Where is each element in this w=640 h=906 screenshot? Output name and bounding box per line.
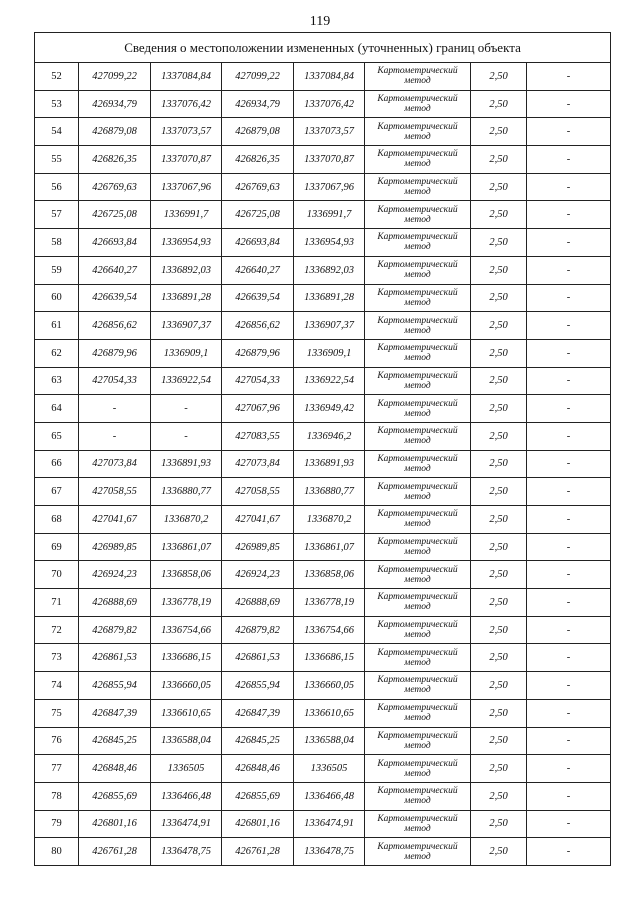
point-number-cell: 74 bbox=[35, 672, 79, 700]
point-number-cell: 70 bbox=[35, 561, 79, 589]
accuracy-cell: 2,50 bbox=[471, 229, 527, 257]
method-cell: Картометрический метод bbox=[365, 533, 471, 561]
existing-y-cell: - bbox=[151, 422, 222, 450]
refined-y-cell: 1336907,37 bbox=[294, 312, 365, 340]
existing-x-cell: 427099,22 bbox=[79, 63, 151, 91]
point-number-cell: 73 bbox=[35, 644, 79, 672]
method-cell: Картометрический метод bbox=[365, 727, 471, 755]
existing-y-cell: 1336505 bbox=[151, 755, 222, 783]
refined-y-cell: 1336474,91 bbox=[294, 810, 365, 838]
existing-x-cell: 426879,96 bbox=[79, 339, 151, 367]
existing-x-cell: 426845,25 bbox=[79, 727, 151, 755]
note-cell: - bbox=[527, 450, 611, 478]
point-number-cell: 66 bbox=[35, 450, 79, 478]
refined-y-cell: 1336891,28 bbox=[294, 284, 365, 312]
existing-x-cell: 426989,85 bbox=[79, 533, 151, 561]
table-row bbox=[35, 118, 611, 146]
method-cell: Картометрический метод bbox=[365, 367, 471, 395]
note-cell: - bbox=[527, 838, 611, 866]
refined-x-cell: 427041,67 bbox=[222, 506, 294, 534]
refined-x-cell: 426934,79 bbox=[222, 90, 294, 118]
method-cell: Картометрический метод bbox=[365, 229, 471, 257]
point-number-cell: 76 bbox=[35, 727, 79, 755]
accuracy-cell: 2,50 bbox=[471, 533, 527, 561]
refined-y-cell: 1336778,19 bbox=[294, 589, 365, 617]
existing-y-cell: 1337084,84 bbox=[151, 63, 222, 91]
table-row bbox=[35, 173, 611, 201]
accuracy-cell: 2,50 bbox=[471, 395, 527, 423]
refined-y-cell: 1337070,87 bbox=[294, 146, 365, 174]
existing-y-cell: 1336892,03 bbox=[151, 256, 222, 284]
accuracy-cell: 2,50 bbox=[471, 644, 527, 672]
table-row bbox=[35, 312, 611, 340]
point-number-cell: 63 bbox=[35, 367, 79, 395]
accuracy-cell: 2,50 bbox=[471, 201, 527, 229]
existing-x-cell: 426801,16 bbox=[79, 810, 151, 838]
accuracy-cell: 2,50 bbox=[471, 284, 527, 312]
refined-y-cell: 1336660,05 bbox=[294, 672, 365, 700]
existing-y-cell: 1336474,91 bbox=[151, 810, 222, 838]
existing-x-cell: 426879,82 bbox=[79, 616, 151, 644]
method-cell: Картометрический метод bbox=[365, 201, 471, 229]
method-cell: Картометрический метод bbox=[365, 118, 471, 146]
table-row bbox=[35, 339, 611, 367]
existing-x-cell: 426848,46 bbox=[79, 755, 151, 783]
method-cell: Картометрический метод bbox=[365, 339, 471, 367]
point-number-cell: 80 bbox=[35, 838, 79, 866]
existing-y-cell: 1336858,06 bbox=[151, 561, 222, 589]
boundary-points-table bbox=[34, 32, 611, 866]
method-cell: Картометрический метод bbox=[365, 699, 471, 727]
existing-x-cell: - bbox=[79, 395, 151, 423]
refined-y-cell: 1336588,04 bbox=[294, 727, 365, 755]
accuracy-cell: 2,50 bbox=[471, 672, 527, 700]
method-cell: Картометрический метод bbox=[365, 173, 471, 201]
point-number-cell: 65 bbox=[35, 422, 79, 450]
existing-y-cell: 1336610,65 bbox=[151, 699, 222, 727]
table-title-row bbox=[35, 33, 611, 63]
note-cell: - bbox=[527, 589, 611, 617]
note-cell: - bbox=[527, 201, 611, 229]
method-cell: Картометрический метод bbox=[365, 395, 471, 423]
refined-y-cell: 1336922,54 bbox=[294, 367, 365, 395]
refined-x-cell: 427058,55 bbox=[222, 478, 294, 506]
method-cell: Картометрический метод bbox=[365, 478, 471, 506]
refined-y-cell: 1336909,1 bbox=[294, 339, 365, 367]
note-cell: - bbox=[527, 755, 611, 783]
point-number-cell: 68 bbox=[35, 506, 79, 534]
point-number-cell: 75 bbox=[35, 699, 79, 727]
table-row bbox=[35, 367, 611, 395]
note-cell: - bbox=[527, 367, 611, 395]
refined-x-cell: 427054,33 bbox=[222, 367, 294, 395]
table-row bbox=[35, 810, 611, 838]
existing-x-cell: 426888,69 bbox=[79, 589, 151, 617]
accuracy-cell: 2,50 bbox=[471, 561, 527, 589]
existing-y-cell: 1336686,15 bbox=[151, 644, 222, 672]
refined-y-cell: 1337073,57 bbox=[294, 118, 365, 146]
existing-x-cell: 427073,84 bbox=[79, 450, 151, 478]
existing-y-cell: 1336954,93 bbox=[151, 229, 222, 257]
note-cell: - bbox=[527, 644, 611, 672]
accuracy-cell: 2,50 bbox=[471, 146, 527, 174]
existing-y-cell: 1336891,28 bbox=[151, 284, 222, 312]
point-number-cell: 55 bbox=[35, 146, 79, 174]
note-cell: - bbox=[527, 561, 611, 589]
refined-x-cell: 427099,22 bbox=[222, 63, 294, 91]
method-cell: Картометрический метод bbox=[365, 450, 471, 478]
accuracy-cell: 2,50 bbox=[471, 589, 527, 617]
note-cell: - bbox=[527, 422, 611, 450]
note-cell: - bbox=[527, 229, 611, 257]
refined-x-cell: 426847,39 bbox=[222, 699, 294, 727]
existing-x-cell: 426826,35 bbox=[79, 146, 151, 174]
method-cell: Картометрический метод bbox=[365, 616, 471, 644]
table-row bbox=[35, 284, 611, 312]
table-row bbox=[35, 699, 611, 727]
existing-y-cell: 1336478,75 bbox=[151, 838, 222, 866]
refined-y-cell: 1336880,77 bbox=[294, 478, 365, 506]
point-number-cell: 64 bbox=[35, 395, 79, 423]
existing-y-cell: 1336754,66 bbox=[151, 616, 222, 644]
accuracy-cell: 2,50 bbox=[471, 173, 527, 201]
accuracy-cell: 2,50 bbox=[471, 782, 527, 810]
method-cell: Картометрический метод bbox=[365, 644, 471, 672]
refined-x-cell: 426640,27 bbox=[222, 256, 294, 284]
method-cell: Картометрический метод bbox=[365, 284, 471, 312]
existing-x-cell: 427058,55 bbox=[79, 478, 151, 506]
note-cell: - bbox=[527, 118, 611, 146]
table-row bbox=[35, 450, 611, 478]
point-number-cell: 59 bbox=[35, 256, 79, 284]
existing-x-cell: 426856,62 bbox=[79, 312, 151, 340]
note-cell: - bbox=[527, 256, 611, 284]
method-cell: Картометрический метод bbox=[365, 422, 471, 450]
method-cell: Картометрический метод bbox=[365, 90, 471, 118]
refined-x-cell: 427067,96 bbox=[222, 395, 294, 423]
method-cell: Картометрический метод bbox=[365, 63, 471, 91]
method-cell: Картометрический метод bbox=[365, 589, 471, 617]
point-number-cell: 60 bbox=[35, 284, 79, 312]
method-cell: Картометрический метод bbox=[365, 838, 471, 866]
accuracy-cell: 2,50 bbox=[471, 312, 527, 340]
refined-x-cell: 426801,16 bbox=[222, 810, 294, 838]
note-cell: - bbox=[527, 173, 611, 201]
existing-x-cell: 426855,69 bbox=[79, 782, 151, 810]
table-row bbox=[35, 422, 611, 450]
refined-y-cell: 1336946,2 bbox=[294, 422, 365, 450]
existing-x-cell: 426761,28 bbox=[79, 838, 151, 866]
existing-y-cell: 1336861,07 bbox=[151, 533, 222, 561]
table-row bbox=[35, 561, 611, 589]
accuracy-cell: 2,50 bbox=[471, 838, 527, 866]
table-row bbox=[35, 146, 611, 174]
table-row bbox=[35, 644, 611, 672]
note-cell: - bbox=[527, 616, 611, 644]
existing-y-cell: 1336922,54 bbox=[151, 367, 222, 395]
table-row bbox=[35, 201, 611, 229]
existing-x-cell: 426934,79 bbox=[79, 90, 151, 118]
existing-y-cell: 1337073,57 bbox=[151, 118, 222, 146]
existing-y-cell: 1336870,2 bbox=[151, 506, 222, 534]
refined-y-cell: 1336686,15 bbox=[294, 644, 365, 672]
existing-y-cell: 1336880,77 bbox=[151, 478, 222, 506]
existing-y-cell: 1337070,87 bbox=[151, 146, 222, 174]
existing-x-cell: 426769,63 bbox=[79, 173, 151, 201]
refined-y-cell: 1337067,96 bbox=[294, 173, 365, 201]
point-number-cell: 78 bbox=[35, 782, 79, 810]
table-row bbox=[35, 395, 611, 423]
table-row bbox=[35, 533, 611, 561]
refined-x-cell: 426826,35 bbox=[222, 146, 294, 174]
existing-x-cell: 426924,23 bbox=[79, 561, 151, 589]
existing-x-cell: - bbox=[79, 422, 151, 450]
point-number-cell: 54 bbox=[35, 118, 79, 146]
accuracy-cell: 2,50 bbox=[471, 90, 527, 118]
accuracy-cell: 2,50 bbox=[471, 118, 527, 146]
accuracy-cell: 2,50 bbox=[471, 616, 527, 644]
refined-y-cell: 1336478,75 bbox=[294, 838, 365, 866]
point-number-cell: 71 bbox=[35, 589, 79, 617]
refined-x-cell: 426924,23 bbox=[222, 561, 294, 589]
method-cell: Картометрический метод bbox=[365, 256, 471, 284]
method-cell: Картометрический метод bbox=[365, 146, 471, 174]
method-cell: Картометрический метод bbox=[365, 312, 471, 340]
refined-y-cell: 1336858,06 bbox=[294, 561, 365, 589]
existing-y-cell: 1336588,04 bbox=[151, 727, 222, 755]
refined-x-cell: 426845,25 bbox=[222, 727, 294, 755]
refined-x-cell: 426856,62 bbox=[222, 312, 294, 340]
method-cell: Картометрический метод bbox=[365, 755, 471, 783]
note-cell: - bbox=[527, 146, 611, 174]
refined-x-cell: 426769,63 bbox=[222, 173, 294, 201]
refined-y-cell: 1336861,07 bbox=[294, 533, 365, 561]
table-row bbox=[35, 727, 611, 755]
table-row bbox=[35, 229, 611, 257]
method-cell: Картометрический метод bbox=[365, 506, 471, 534]
existing-x-cell: 427041,67 bbox=[79, 506, 151, 534]
table-row bbox=[35, 506, 611, 534]
accuracy-cell: 2,50 bbox=[471, 339, 527, 367]
note-cell: - bbox=[527, 284, 611, 312]
accuracy-cell: 2,50 bbox=[471, 699, 527, 727]
refined-y-cell: 1336991,7 bbox=[294, 201, 365, 229]
refined-x-cell: 426848,46 bbox=[222, 755, 294, 783]
refined-x-cell: 426989,85 bbox=[222, 533, 294, 561]
table-row bbox=[35, 90, 611, 118]
existing-y-cell: 1337067,96 bbox=[151, 173, 222, 201]
method-cell: Картометрический метод bbox=[365, 782, 471, 810]
note-cell: - bbox=[527, 533, 611, 561]
point-number-cell: 57 bbox=[35, 201, 79, 229]
table-row bbox=[35, 782, 611, 810]
refined-y-cell: 1337084,84 bbox=[294, 63, 365, 91]
point-number-cell: 72 bbox=[35, 616, 79, 644]
note-cell: - bbox=[527, 782, 611, 810]
existing-x-cell: 426847,39 bbox=[79, 699, 151, 727]
accuracy-cell: 2,50 bbox=[471, 450, 527, 478]
point-number-cell: 58 bbox=[35, 229, 79, 257]
refined-x-cell: 426888,69 bbox=[222, 589, 294, 617]
point-number-cell: 53 bbox=[35, 90, 79, 118]
note-cell: - bbox=[527, 478, 611, 506]
point-number-cell: 77 bbox=[35, 755, 79, 783]
refined-x-cell: 426855,94 bbox=[222, 672, 294, 700]
refined-y-cell: 1336892,03 bbox=[294, 256, 365, 284]
refined-x-cell: 426879,08 bbox=[222, 118, 294, 146]
note-cell: - bbox=[527, 63, 611, 91]
existing-y-cell: 1336991,7 bbox=[151, 201, 222, 229]
refined-y-cell: 1336610,65 bbox=[294, 699, 365, 727]
existing-y-cell: 1336778,19 bbox=[151, 589, 222, 617]
table-row bbox=[35, 616, 611, 644]
point-number-cell: 61 bbox=[35, 312, 79, 340]
point-number-cell: 56 bbox=[35, 173, 79, 201]
note-cell: - bbox=[527, 672, 611, 700]
existing-x-cell: 426879,08 bbox=[79, 118, 151, 146]
existing-x-cell: 426861,53 bbox=[79, 644, 151, 672]
table-row bbox=[35, 589, 611, 617]
refined-x-cell: 426861,53 bbox=[222, 644, 294, 672]
accuracy-cell: 2,50 bbox=[471, 727, 527, 755]
accuracy-cell: 2,50 bbox=[471, 478, 527, 506]
note-cell: - bbox=[527, 339, 611, 367]
refined-x-cell: 426879,82 bbox=[222, 616, 294, 644]
note-cell: - bbox=[527, 90, 611, 118]
table-row bbox=[35, 478, 611, 506]
accuracy-cell: 2,50 bbox=[471, 256, 527, 284]
accuracy-cell: 2,50 bbox=[471, 755, 527, 783]
table-row bbox=[35, 672, 611, 700]
refined-x-cell: 426693,84 bbox=[222, 229, 294, 257]
existing-y-cell: 1336466,48 bbox=[151, 782, 222, 810]
refined-x-cell: 426725,08 bbox=[222, 201, 294, 229]
existing-x-cell: 427054,33 bbox=[79, 367, 151, 395]
refined-y-cell: 1337076,42 bbox=[294, 90, 365, 118]
accuracy-cell: 2,50 bbox=[471, 422, 527, 450]
refined-y-cell: 1336505 bbox=[294, 755, 365, 783]
existing-y-cell: 1336907,37 bbox=[151, 312, 222, 340]
existing-y-cell: 1337076,42 bbox=[151, 90, 222, 118]
existing-y-cell: 1336660,05 bbox=[151, 672, 222, 700]
note-cell: - bbox=[527, 312, 611, 340]
existing-x-cell: 426725,08 bbox=[79, 201, 151, 229]
point-number-cell: 79 bbox=[35, 810, 79, 838]
existing-x-cell: 426693,84 bbox=[79, 229, 151, 257]
refined-x-cell: 426855,69 bbox=[222, 782, 294, 810]
table-title: Сведения о местоположении измененных (уточненных) границ объекта bbox=[35, 33, 611, 63]
existing-x-cell: 426640,27 bbox=[79, 256, 151, 284]
table-row bbox=[35, 256, 611, 284]
note-cell: - bbox=[527, 727, 611, 755]
accuracy-cell: 2,50 bbox=[471, 506, 527, 534]
method-cell: Картометрический метод bbox=[365, 672, 471, 700]
note-cell: - bbox=[527, 810, 611, 838]
refined-y-cell: 1336466,48 bbox=[294, 782, 365, 810]
refined-x-cell: 427083,55 bbox=[222, 422, 294, 450]
refined-y-cell: 1336891,93 bbox=[294, 450, 365, 478]
note-cell: - bbox=[527, 506, 611, 534]
existing-x-cell: 426639,54 bbox=[79, 284, 151, 312]
existing-y-cell: 1336891,93 bbox=[151, 450, 222, 478]
point-number-cell: 67 bbox=[35, 478, 79, 506]
existing-x-cell: 426855,94 bbox=[79, 672, 151, 700]
point-number-cell: 69 bbox=[35, 533, 79, 561]
refined-y-cell: 1336949,42 bbox=[294, 395, 365, 423]
point-number-cell: 62 bbox=[35, 339, 79, 367]
table-row bbox=[35, 838, 611, 866]
refined-y-cell: 1336754,66 bbox=[294, 616, 365, 644]
existing-y-cell: 1336909,1 bbox=[151, 339, 222, 367]
point-number-cell: 52 bbox=[35, 63, 79, 91]
method-cell: Картометрический метод bbox=[365, 561, 471, 589]
refined-x-cell: 426639,54 bbox=[222, 284, 294, 312]
page-number: 119 bbox=[309, 14, 331, 29]
table-row bbox=[35, 755, 611, 783]
accuracy-cell: 2,50 bbox=[471, 367, 527, 395]
refined-y-cell: 1336954,93 bbox=[294, 229, 365, 257]
refined-x-cell: 426761,28 bbox=[222, 838, 294, 866]
note-cell: - bbox=[527, 395, 611, 423]
note-cell: - bbox=[527, 699, 611, 727]
table-row bbox=[35, 63, 611, 91]
refined-x-cell: 426879,96 bbox=[222, 339, 294, 367]
method-cell: Картометрический метод bbox=[365, 810, 471, 838]
refined-x-cell: 427073,84 bbox=[222, 450, 294, 478]
accuracy-cell: 2,50 bbox=[471, 810, 527, 838]
existing-y-cell: - bbox=[151, 395, 222, 423]
accuracy-cell: 2,50 bbox=[471, 63, 527, 91]
refined-y-cell: 1336870,2 bbox=[294, 506, 365, 534]
